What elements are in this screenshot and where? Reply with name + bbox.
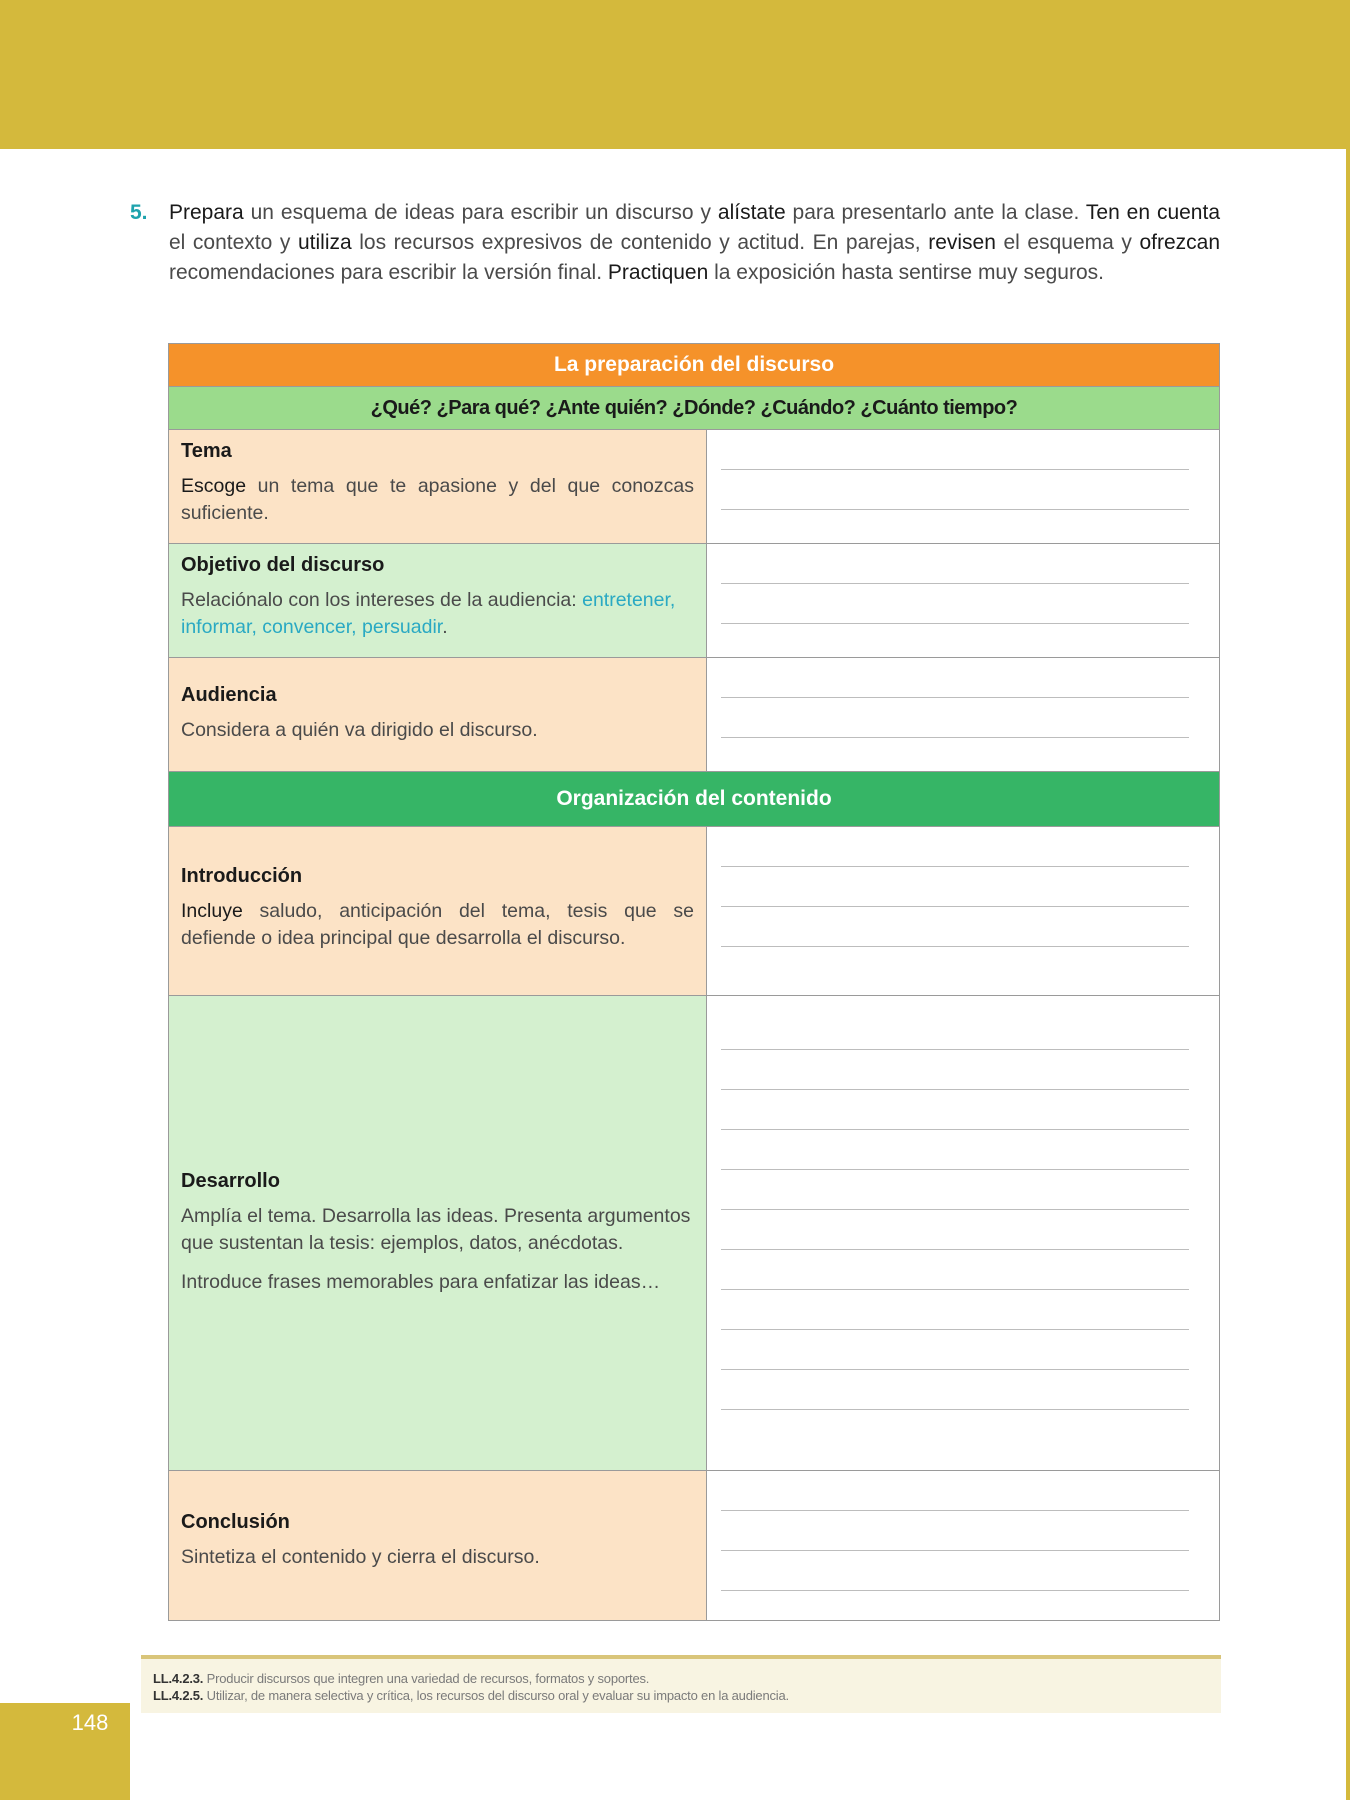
standard-2-text: Utilizar, de manera selectiva y crítica, los recursos del discurso oral y evaluar su impacto en la audiencia.: [206, 1688, 789, 1703]
conclusion-cell: [169, 1471, 707, 1621]
table-title: La preparación del discurso: [169, 344, 1220, 387]
objetivo-text: Relaciónalo con los intereses de la audiencia:: [181, 589, 583, 611]
exercise-number: 5.: [130, 201, 148, 224]
right-edge-band: [1346, 149, 1350, 1800]
conclusion-label: Conclusión: [181, 1511, 290, 1533]
audiencia-cell: [169, 658, 707, 772]
objetivo-answer-area[interactable]: [707, 544, 1220, 658]
objetivo-end: .: [442, 616, 448, 638]
standard-1-text: Producir discursos que integren una variedad de recursos, formatos y soportes.: [206, 1671, 650, 1686]
exercise-5: [130, 198, 1220, 288]
guiding-questions: ¿Qué? ¿Para qué? ¿Ante quién? ¿Dónde? ¿Cuándo? ¿Cuánto tiempo?: [169, 387, 1220, 430]
tema-answer-area[interactable]: [707, 430, 1220, 544]
instruction-verb: revisen: [928, 231, 996, 254]
standard-2: [141, 1687, 1221, 1704]
exercise-instructions: [169, 198, 1220, 288]
tema-cell: [169, 430, 707, 544]
instruction-text: los recursos expresivos de contenido y actitud. En parejas,: [351, 231, 929, 254]
tema-label: Tema: [181, 440, 232, 462]
instruction-text: un esquema de ideas para escribir un discurso y: [243, 201, 718, 224]
instruction-text: el esquema y: [995, 231, 1140, 254]
instruction-verb: ofrezcan: [1139, 231, 1221, 254]
standard-2-code: LL.4.2.5.: [153, 1688, 204, 1703]
audiencia-answer-area[interactable]: [707, 658, 1220, 772]
objetivo-purposes: entretener, informar, convencer, persuadir: [181, 589, 676, 638]
instruction-verb: Practiquen: [607, 261, 709, 284]
desarrollo-tip: Introduce frases memorables para enfatizar las ideas…: [181, 1271, 661, 1293]
desarrollo-text: Amplía el tema. Desarrolla las ideas. Presenta argumentos que sustentan la tesis: ejemplos, datos, anécdotas.: [181, 1205, 691, 1254]
objetivo-label: Objetivo del discurso: [181, 554, 385, 576]
desarrollo-answer-area[interactable]: [707, 996, 1220, 1471]
top-color-band: [0, 0, 1350, 149]
instruction-text: la exposición hasta sentirse muy seguros.: [708, 261, 1104, 284]
standard-1-code: LL.4.2.3.: [153, 1671, 204, 1686]
instruction-verb: alístate: [717, 201, 786, 224]
desarrollo-label: Desarrollo: [181, 1170, 280, 1192]
section-organization-title: Organización del contenido: [169, 772, 1220, 827]
instruction-text: recomendaciones para escribir la versión final.: [169, 261, 608, 284]
instruction-verb: Prepara: [169, 201, 244, 224]
instruction-verb: Ten en cuenta: [1085, 201, 1220, 224]
introduccion-verb: Incluye: [181, 900, 243, 922]
conclusion-answer-area[interactable]: [707, 1471, 1220, 1621]
tema-text: un tema que te apasione y del que conozcas suficiente.: [181, 475, 694, 524]
conclusion-text: Sintetiza el contenido y cierra el discurso.: [181, 1546, 540, 1568]
instruction-verb: utiliza: [297, 231, 352, 254]
instruction-text: para presentarlo ante la clase.: [785, 201, 1086, 224]
speech-preparation-table: [168, 343, 1220, 1621]
desarrollo-cell: [169, 996, 707, 1471]
introduccion-answer-area[interactable]: [707, 827, 1220, 996]
instruction-text: el contexto y: [169, 231, 298, 254]
standard-1: [141, 1659, 1221, 1687]
introduccion-cell: [169, 827, 707, 996]
tema-verb: Escoge: [181, 475, 247, 497]
curriculum-standards: [141, 1655, 1221, 1713]
introduccion-label: Introducción: [181, 865, 303, 887]
audiencia-text: Considera a quién va dirigido el discurso.: [181, 719, 538, 741]
introduccion-text: saludo, anticipación del tema, tesis que se defiende o idea principal que desarrolla el discurso.: [181, 900, 694, 949]
audiencia-label: Audiencia: [181, 684, 277, 706]
page-number: 148: [71, 1710, 109, 1735]
objetivo-cell: [169, 544, 707, 658]
